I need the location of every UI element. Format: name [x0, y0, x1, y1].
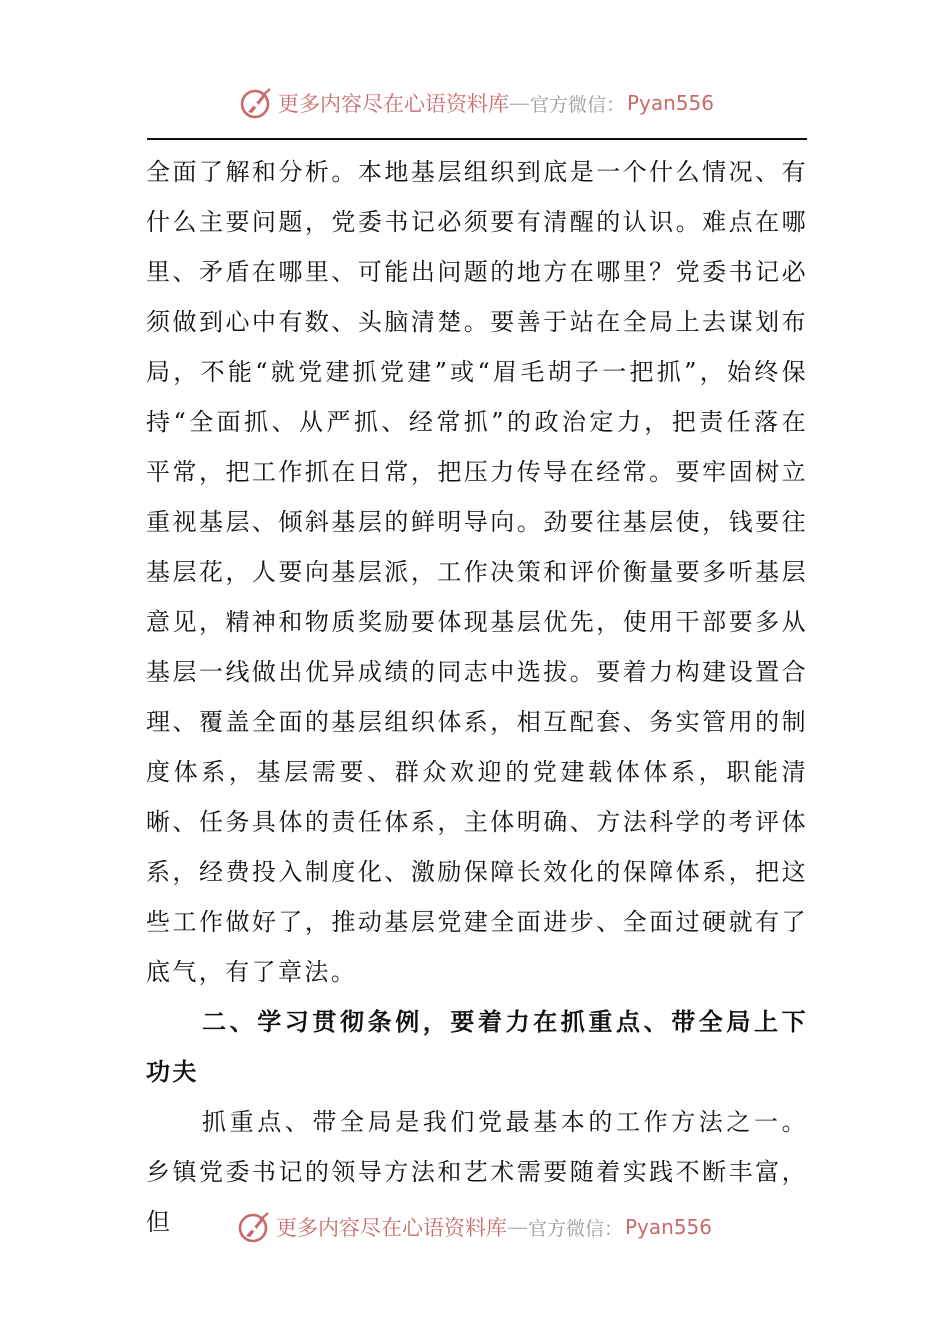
watermark-site-name: 更多内容尽在心语资料库 [275, 1216, 507, 1240]
page-header [147, 0, 807, 140]
body-paragraph: 抓重点、带全局是我们党最基本的工作方法之一。乡镇党委书记的领导方法和艺术需要随着实践不断丰富，但 [146, 1108, 808, 1236]
pen-nib-circle-icon [238, 1210, 272, 1244]
header-watermark [147, 86, 807, 120]
watermark-dash: — [506, 1215, 528, 1239]
section-heading: 二、学习贯彻条例，要着力在抓重点、带全局上下功夫 [146, 1008, 808, 1086]
watermark-wechat-id: Pyan556 [627, 91, 715, 115]
watermark-site-name: 更多内容尽在心语资料库 [277, 92, 509, 116]
watermark-wechat-label: 官方微信： [527, 1217, 623, 1240]
pen-nib-circle-icon [240, 86, 274, 120]
document-body [146, 147, 808, 1247]
watermark-wechat-label: 官方微信： [529, 93, 625, 116]
footer-watermark [0, 1210, 950, 1244]
body-paragraph: 全面了解和分析。本地基层组织到底是一个什么情况、有什么主要问题，党委书记必须要有清醒的认识。难点在哪里、矛盾在哪里、可能出问题的地方在哪里？党委书记必须做到心中有数、头脑清楚。要善于站在全局上去谋划布局，不能“就党建抓党建”或“眉毛胡子一把抓”，始终保持“全面抓、从严抓、经常抓”的政治定力，把责任落在平常，把工作抓在日常，把压力传导在经常。要牢固树立重视基层、倾斜基层的鲜明导向。劲要往基层使，钱要往基层花，人要向基层派，工作决策和评价衡量要多听基层意见，精神和物质奖励要体现基层优先，使用干部要多从基层一线做出优异成绩的同志中选拔。要着力构建设置合理、覆盖全面的基层组织体系，相互配套、务实管用的制度体系，基层需要、群众欢迎的党建载体体系，职能清晰、任务具体的责任体系，主体明确、方法科学的考评体系，经费投入制度化、激励保障长效化的保障体系，把这些工作做好了，推动基层党建全面进步、全面过硬就有了底气，有了章法。 [146, 158, 808, 986]
watermark-wechat-id: Pyan556 [625, 1215, 713, 1239]
watermark-dash: — [508, 91, 530, 115]
